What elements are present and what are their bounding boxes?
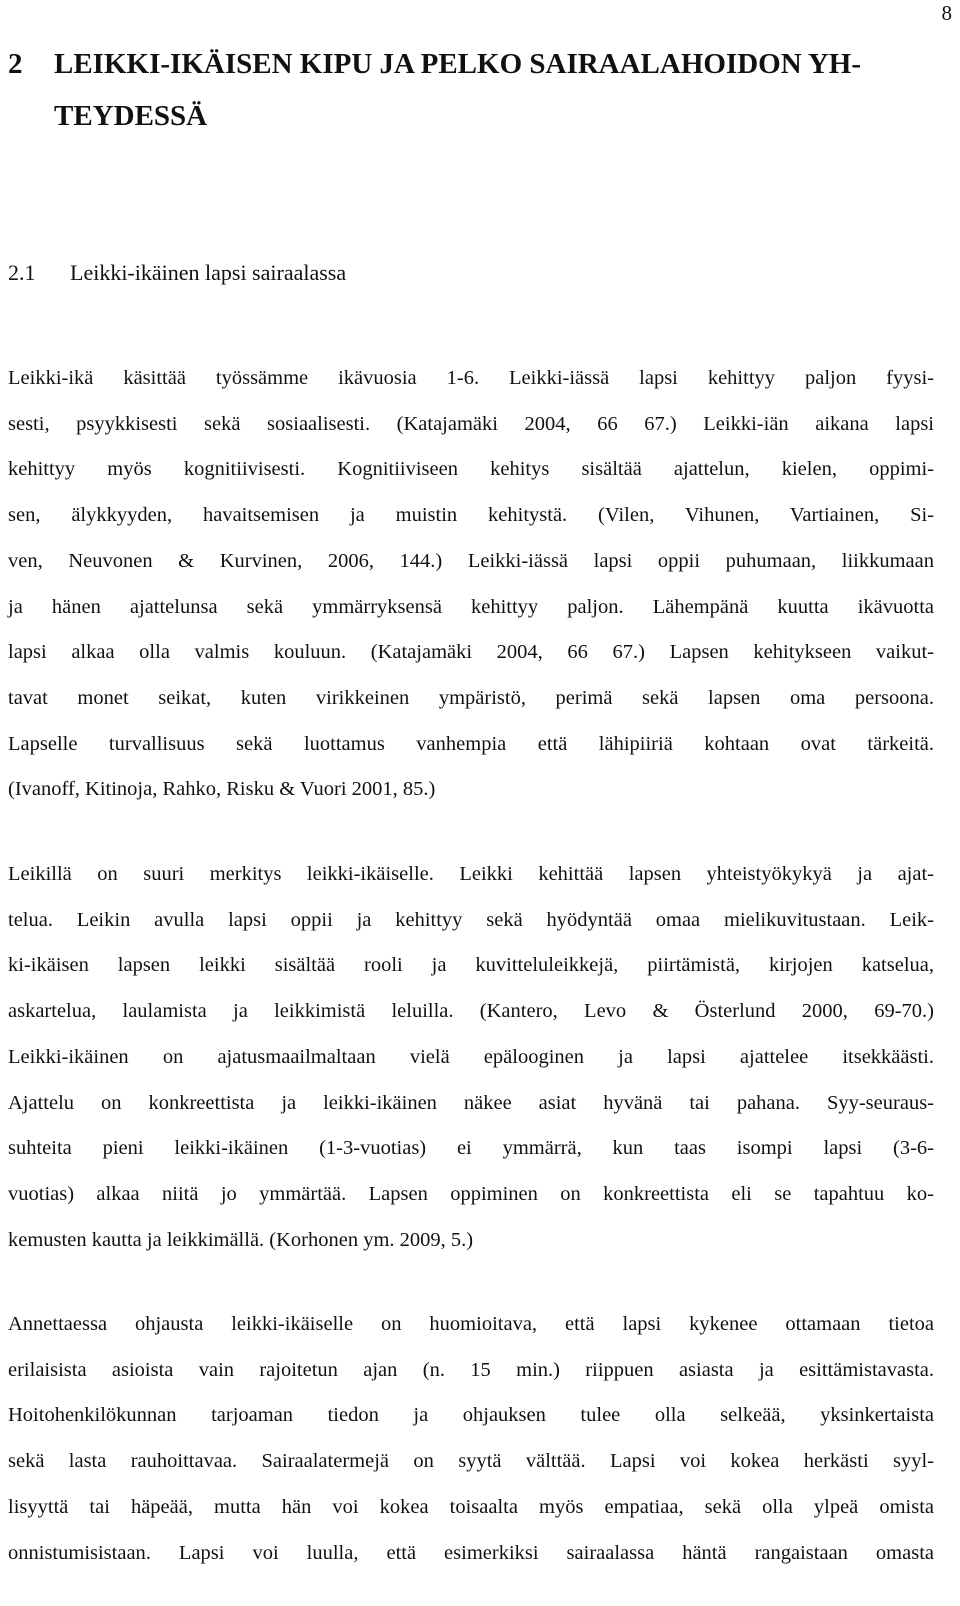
paragraph — [8, 1302, 934, 1576]
paragraph-line: askartelua, laulamista ja leikkimistä leluilla. (Kantero, Levo & Österlund 2000, 69-70.) — [8, 1000, 934, 1023]
section-title-text: Leikki-ikäinen lapsi sairaalassa — [70, 260, 347, 285]
paragraph-line: tavat monet seikat, kuten virikkeinen ympäristö, perimä sekä lapsen oma persoona. — [8, 686, 934, 709]
paragraph-line: sen, älykkyyden, havaitsemisen ja muistin kehitystä. (Vilen, Vihunen, Vartiainen, Si- — [8, 504, 934, 527]
paragraph-line: kemusten kautta ja leikkimällä. (Korhonen ym. 2009, 5.) — [8, 1228, 474, 1251]
chapter-title-line-2: TEYDESSÄ — [54, 100, 208, 132]
paragraph-line: telua. Leikin avulla lapsi oppii ja kehittyy sekä hyödyntää omaa mielikuvitustaan. Leik- — [8, 908, 934, 931]
paragraph-line: vuotias) alkaa niitä jo ymmärtää. Lapsen oppiminen on konkreettista eli se tapahtuu ko- — [8, 1182, 934, 1205]
paragraph-line: Leikki-ikä käsittää työssämme ikävuosia 1-6. Leikki-iässä lapsi kehittyy paljon fyysi- — [8, 367, 934, 389]
chapter-title — [8, 38, 938, 142]
paragraph — [8, 852, 934, 1263]
page-number: 8 — [941, 1, 952, 25]
paragraph-line: lisyyttä tai häpeää, mutta hän voi kokea toisaalta myös empatiaa, sekä olla ylpeä omista — [8, 1495, 934, 1518]
paragraph-line: suhteita pieni leikki-ikäinen (1-3-vuotias) ei ymmärrä, kun taas isompi lapsi (3-6- — [8, 1137, 934, 1160]
paragraph-line: Hoitohenkilökunnan tarjoaman tiedon ja ohjauksen tulee olla selkeää, yksinkertaista — [8, 1404, 934, 1427]
paragraph-line: (Ivanoff, Kitinoja, Rahko, Risku & Vuori 2001, 85.) — [8, 778, 436, 801]
paragraph-line: sesti, psyykkisesti sekä sosiaalisesti. (Katajamäki 2004, 66 67.) Leikki-iän aikana lapsi — [8, 412, 934, 435]
paragraph-line: ven, Neuvonen & Kurvinen, 2006, 144.) Leikki-iässä lapsi oppii puhumaan, liikkumaan — [8, 549, 934, 572]
paragraph-line: Leikillä on suuri merkitys leikki-ikäiselle. Leikki kehittää lapsen yhteistyökykyä ja ajat- — [8, 863, 934, 885]
paragraph-line: sekä lasta rauhoittavaa. Sairaalatermejä on syytä välttää. Lapsi voi kokea herkästi syyl- — [8, 1450, 934, 1473]
section-number: 2.1 — [8, 260, 36, 285]
paragraph-line: lapsi alkaa olla valmis kouluun. (Katajamäki 2004, 66 67.) Lapsen kehitykseen vaikut- — [8, 641, 934, 664]
section-title — [8, 253, 346, 293]
paragraph-line: onnistumisistaan. Lapsi voi luulla, että esimerkiksi sairaalassa häntä rangaistaan omasta — [8, 1541, 934, 1564]
chapter-title-line-1: LEIKKI-IKÄISEN KIPU JA PELKO SAIRAALAHOIDON YH- — [54, 48, 862, 80]
paragraph-line: ki-ikäisen lapsen leikki sisältää rooli ja kuvitteluleikkejä, piirtämistä, kirjojen katselua, — [8, 954, 934, 977]
paragraph-line: ja hänen ajattelunsa sekä ymmärryksensä kehittyy paljon. Lähempänä kuutta ikävuotta — [8, 595, 934, 618]
paragraph-line: erilaisista asioista vain rajoitetun ajan (n. 15 min.) riippuen asiasta ja esittämistavasta. — [8, 1358, 934, 1381]
paragraph-line: Lapselle turvallisuus sekä luottamus vanhempia että lähipiiriä kohtaan ovat tärkeitä. — [8, 732, 934, 755]
paragraph-line: kehittyy myös kognitiivisesti. Kognitiiviseen kehitys sisältää ajattelun, kielen, oppimi- — [8, 458, 934, 481]
paragraph-line: Leikki-ikäinen on ajatusmaailmaltaan vielä epälooginen ja lapsi ajattelee itsekkäästi. — [8, 1045, 934, 1068]
paragraph-line: Ajattelu on konkreettista ja leikki-ikäinen näkee asiat hyvänä tai pahana. Syy-seuraus- — [8, 1091, 934, 1114]
paragraph-line: Annettaessa ohjausta leikki-ikäiselle on huomioitava, että lapsi kykenee ottamaan tietoa — [8, 1313, 934, 1335]
chapter-number: 2 — [8, 48, 23, 80]
paragraph — [8, 356, 934, 813]
